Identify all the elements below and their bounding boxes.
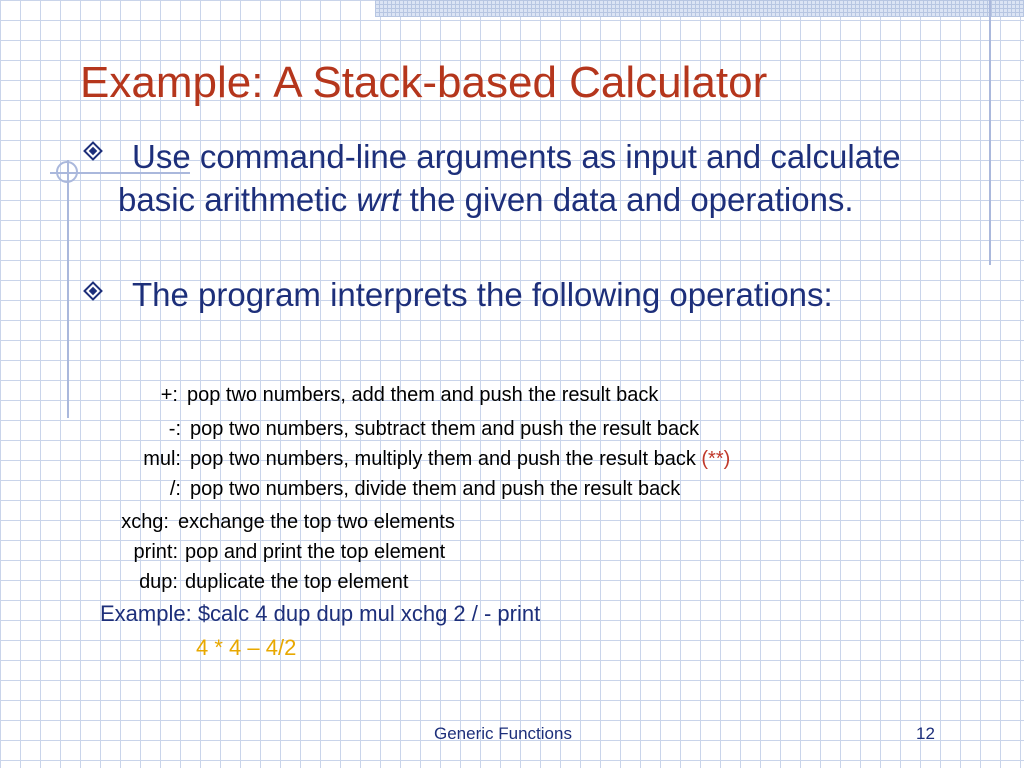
operation-exchange [0, 511, 455, 534]
operation-print [0, 541, 445, 564]
example-command: Example: $calc 4 dup dup mul xchg 2 / - print [100, 601, 541, 626]
bullet-2: The program interprets the following operations: [132, 276, 833, 313]
operation-divide [0, 478, 680, 501]
operation-key: print: [133, 541, 178, 563]
bullet-1 [118, 135, 948, 221]
operation-subtract [0, 418, 699, 441]
operation-duplicate [0, 571, 409, 594]
page-number: 12 [916, 724, 935, 743]
operation-description: duplicate the top element [185, 571, 409, 593]
circle-decoration [56, 161, 78, 183]
footer-title: Generic Functions [434, 724, 572, 743]
bullet-diamond-icon [83, 141, 103, 161]
operation-description: pop two numbers, add them and push the result back [187, 384, 659, 406]
operation-key: dup: [139, 571, 178, 593]
operation-description: pop two numbers, multiply them and push the result back [190, 448, 702, 470]
operation-description: pop and print the top element [185, 541, 446, 563]
operation-add [0, 384, 658, 407]
operation-description: exchange the top two elements [178, 511, 455, 533]
operation-description: pop two numbers, divide them and push the result back [190, 478, 681, 500]
right-decorative-line [989, 0, 991, 265]
operation-note: (**) [701, 448, 731, 470]
bullet-diamond-icon [83, 281, 103, 301]
bullet-1-text-start: Use command-line arguments as input and calculate basic arithmetic [118, 138, 901, 218]
operation-key: /: [169, 478, 181, 500]
operation-key: -: [168, 418, 181, 440]
operation-key: +: [160, 384, 178, 406]
example-formula: 4 * 4 – 4/2 [196, 635, 297, 660]
operation-key: xchg: [121, 511, 169, 533]
slide-title: Example: A Stack-based Calculator [80, 58, 768, 107]
bullet-1-emphasis: wrt [356, 181, 401, 218]
top-decorative-band [375, 0, 1024, 17]
left-decorative-line [67, 160, 69, 418]
operation-key: mul: [143, 448, 181, 470]
bullet-1-text-end: the given data and operations. [400, 181, 854, 218]
operation-description: pop two numbers, subtract them and push the result back [190, 418, 700, 440]
operation-multiply [0, 448, 730, 471]
